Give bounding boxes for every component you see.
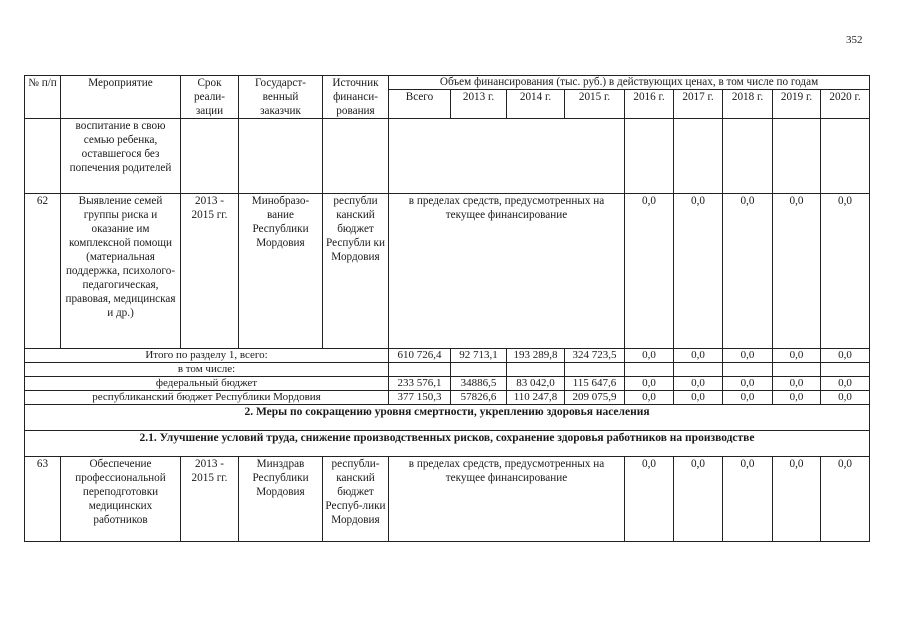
term-cell: 2013 - 2015 гг. — [181, 457, 239, 542]
value-cell: 0,0 — [723, 377, 773, 391]
value-cell: 209 075,9 — [565, 391, 625, 405]
value-cell: 0,0 — [674, 194, 723, 349]
source-cell: республи канский бюджет Республи ки Мордовия — [323, 194, 389, 349]
event-cell: Обеспечение профессиональной переподготовки медицинских работников — [61, 457, 181, 542]
value-cell: 0,0 — [723, 457, 773, 542]
header-term: Срок реали-зации — [181, 76, 239, 119]
value-cell: 0,0 — [821, 391, 870, 405]
header-year: 2020 г. — [821, 90, 870, 119]
page-number: 352 — [846, 34, 863, 46]
value-cell: 233 576,1 — [389, 377, 451, 391]
value-cell: 115 647,6 — [565, 377, 625, 391]
header-year: 2016 г. — [625, 90, 674, 119]
value-cell: 0,0 — [723, 194, 773, 349]
value-cell: 92 713,1 — [451, 349, 507, 363]
table-row — [25, 119, 870, 194]
row-number: 62 — [25, 194, 61, 349]
value-cell: 0,0 — [773, 391, 821, 405]
section-title: 2. Меры по сокращению уровня смертности, укреплению здоровья населения — [25, 405, 870, 431]
customer-cell: Минобразо-вание Республики Мордовия — [239, 194, 323, 349]
value-cell: 377 150,3 — [389, 391, 451, 405]
totals-row — [25, 377, 870, 391]
header-funding: Объем финансирования (тыс. руб.) в действующих ценах, в том числе по годам — [389, 76, 870, 90]
value-cell: 0,0 — [821, 194, 870, 349]
header-year: 2018 г. — [723, 90, 773, 119]
value-cell: 0,0 — [674, 391, 723, 405]
header-total: Всего — [389, 90, 451, 119]
source-cell: республи-канский бюджет Респуб-лики Мордовия — [323, 457, 389, 542]
value-cell: 0,0 — [723, 391, 773, 405]
value-cell: 0,0 — [773, 457, 821, 542]
value-cell: 34886,5 — [451, 377, 507, 391]
section-header-row — [25, 405, 870, 431]
totals-label: федеральный бюджет — [25, 377, 389, 391]
totals-row — [25, 391, 870, 405]
term-cell: 2013 - 2015 гг. — [181, 194, 239, 349]
value-cell: 0,0 — [625, 377, 674, 391]
header-year: 2015 г. — [565, 90, 625, 119]
header-year: 2019 г. — [773, 90, 821, 119]
header-year: 2013 г. — [451, 90, 507, 119]
totals-label: республиканский бюджет Республики Мордовия — [25, 391, 389, 405]
value-cell: 0,0 — [674, 377, 723, 391]
funding-note-cell: в пределах средств, предусмотренных на текущее финансирование — [389, 457, 625, 542]
value-cell: 0,0 — [821, 377, 870, 391]
financing-table — [24, 75, 870, 542]
value-cell: 0,0 — [821, 457, 870, 542]
value-cell: 0,0 — [674, 457, 723, 542]
subsection-title: 2.1. Улучшение условий труда, снижение производственных рисков, сохранение здоровья работников на производстве — [25, 431, 870, 457]
totals-label: в том числе: — [25, 363, 389, 377]
value-cell: 0,0 — [625, 457, 674, 542]
row-number: 63 — [25, 457, 61, 542]
header-year: 2017 г. — [674, 90, 723, 119]
value-cell: 0,0 — [674, 349, 723, 363]
totals-row — [25, 349, 870, 363]
value-cell: 0,0 — [773, 377, 821, 391]
value-cell: 0,0 — [625, 391, 674, 405]
customer-cell: Минздрав Республики Мордовия — [239, 457, 323, 542]
totals-label: Итого по разделу 1, всего: — [25, 349, 389, 363]
table-row — [25, 457, 870, 542]
totals-row — [25, 363, 870, 377]
event-cell: Выявление семей группы риска и оказание им комплексной помощи (материальная поддержка, психолого-педагогическая, правовая, медицинская и др.) — [61, 194, 181, 349]
value-cell: 0,0 — [723, 349, 773, 363]
value-cell: 0,0 — [821, 349, 870, 363]
table-header-row — [25, 76, 870, 90]
value-cell: 610 726,4 — [389, 349, 451, 363]
header-no: № п/п — [25, 76, 61, 119]
value-cell: 83 042,0 — [507, 377, 565, 391]
value-cell: 110 247,8 — [507, 391, 565, 405]
header-customer: Государст-венный заказчик — [239, 76, 323, 119]
header-event: Мероприятие — [61, 76, 181, 119]
section-header-row — [25, 431, 870, 457]
value-cell: 0,0 — [773, 349, 821, 363]
header-source: Источник финанси-рования — [323, 76, 389, 119]
value-cell: 0,0 — [625, 349, 674, 363]
value-cell: 0,0 — [625, 194, 674, 349]
value-cell: 193 289,8 — [507, 349, 565, 363]
value-cell: 0,0 — [773, 194, 821, 349]
value-cell: 57826,6 — [451, 391, 507, 405]
event-cell: воспитание в свою семью ребенка, оставшегося без попечения родителей — [61, 119, 181, 194]
funding-note-cell: в пределах средств, предусмотренных на текущее финансирование — [389, 194, 625, 349]
value-cell: 324 723,5 — [565, 349, 625, 363]
table-row — [25, 194, 870, 349]
header-year: 2014 г. — [507, 90, 565, 119]
